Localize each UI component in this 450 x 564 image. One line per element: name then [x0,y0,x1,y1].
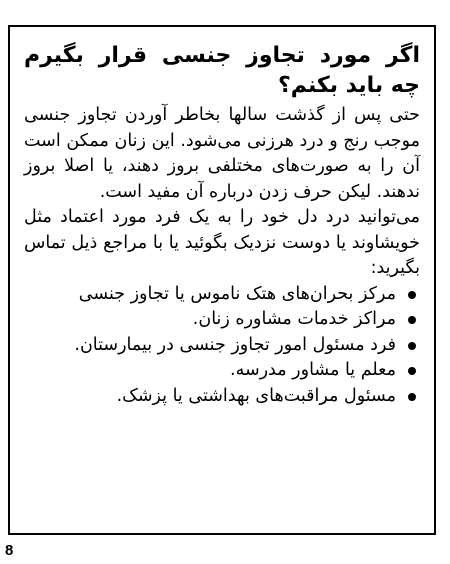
bullet-icon [408,393,416,401]
list-item [24,282,420,308]
page-title: اگر مورد تجاوز جنسی قرار بگیرم چه باید بکنم؟ [24,43,420,98]
paragraph-contacts: می‌توانید درد دل خود را به یک فرد مورد اعتماد مثل خویشاوند یا دوست نزدیک بگوئید یا با مراجع ذیل تماس بگیرید: [24,207,420,278]
bullet-icon [408,291,416,299]
list-item-text: مرکز بحران‌های هتک ناموس یا تجاوز جنسی [78,283,396,304]
list-item-text: معلم یا مشاور مدرسه. [230,360,396,380]
page-number: 8 [5,542,14,559]
list-item [24,384,420,410]
list-item [24,307,420,333]
bullet-icon [408,367,416,375]
bullet-icon [408,342,416,350]
bullet-icon [408,316,416,324]
list-item-text: مسئول مراقبت‌های بهداشتی یا پزشک. [116,385,396,406]
info-box [8,25,436,535]
list-item-text: مراکز خدمات مشاوره زنان. [192,309,396,329]
list-item [24,333,420,359]
list-item-text: فرد مسئول امور تجاوز جنسی در بیمارستان. [74,334,396,355]
list-item [24,358,420,384]
contact-list [24,282,420,410]
paragraph-intro: حتی پس از گذشت سالها بخاطر آوردن تجاوز جنسی موجب رنج و درد هرزنی می‌شود. این زنان ممکن است آن را به صورت‌های مختلفی بروز دهند، یا اصلا بروز ندهند. لیکن حرف زدن درباره آن مفید است. [24,105,420,202]
